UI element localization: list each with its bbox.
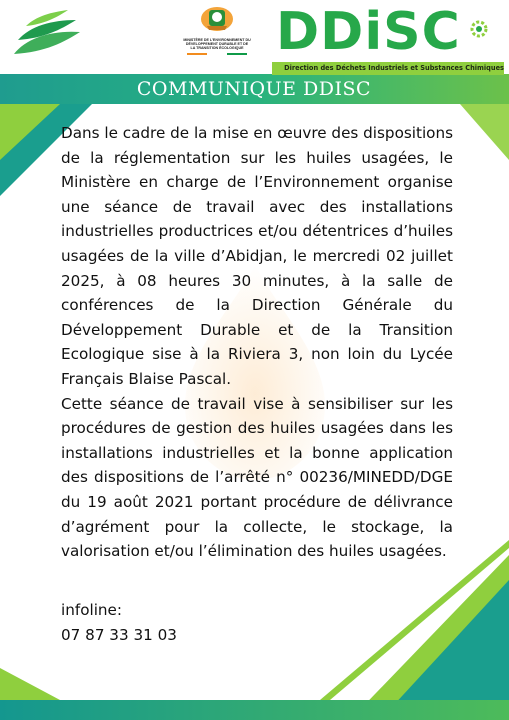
paragraph-2: Cette séance de travail vise à sensibiliser sur les procédures de gestion des huiles usagées dans les installations industrielles et la bonne application des dispositions de l’arrêté n° 00236/MINEDD/DGE du 19 août 2021 portant procédure de délivrance d’agrément pour la collecte, le stockage, la valorisation et/ou l’élimination des huiles usagées. <box>61 394 453 561</box>
ministry-logo <box>183 4 251 64</box>
contact-info <box>61 598 301 647</box>
ministry-name: MINISTÈRE DE L'ENVIRONNEMENT DU DÉVELOPPEMENT DURABLE ET DE LA TRANSITION ÉCOLOGIQUE <box>183 38 251 51</box>
gear-icon <box>468 18 490 40</box>
leaf-icon <box>8 8 88 72</box>
infoline-label: infoline: <box>61 601 123 619</box>
ddisc-subtitle: Direction des Déchets Industriels et Substances Chimiques <box>272 62 504 75</box>
communique-body <box>61 121 453 564</box>
page-title: COMMUNIQUE DDISC <box>136 78 372 100</box>
coat-of-arms-icon <box>197 4 237 32</box>
paragraph-1: Dans le cadre de la mise en œuvre des dispositions de la réglementation sur les huiles usagées, le Ministère en charge de l’Environnement organise une séance de travail avec des installations industrielles productrices et/ou détentrices d’huiles usagées de la ville d’Abidjan, le mercredi 02 juillet 2025, à 08 heures 30 minutes, à la salle de conférences de la Direction Générale du Développement Durable et de la Transition Ecologique sise à la Riviera 3, non loin du Lycée Français Blaise Pascal. <box>61 124 453 388</box>
ddisc-logo <box>272 4 504 74</box>
flag-stripe <box>187 53 247 55</box>
ddisc-wordmark: DDiSC <box>276 2 461 62</box>
phone-number: 07 87 33 31 03 <box>61 625 177 644</box>
